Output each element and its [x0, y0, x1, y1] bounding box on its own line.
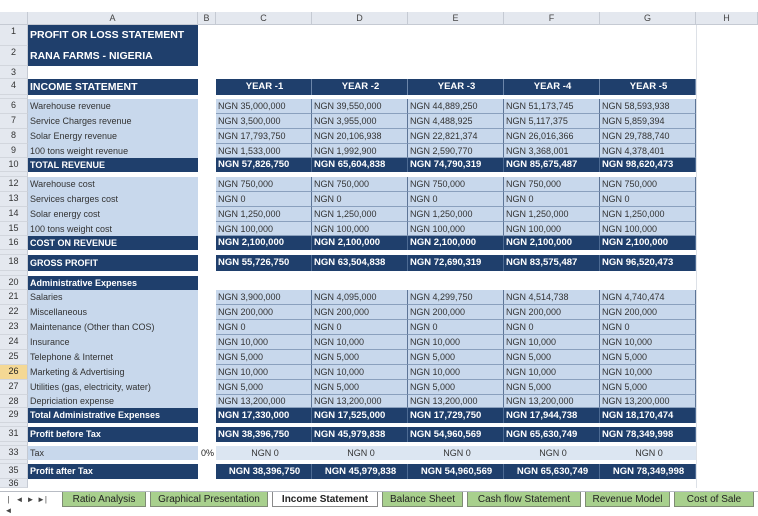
sheet-tab-ratio-analysis[interactable]: Ratio Analysis [62, 492, 146, 507]
row-label-21[interactable]: Salaries [28, 290, 198, 305]
value-cell[interactable]: NGN 10,000 [600, 335, 696, 350]
value-cell[interactable]: NGN 10,000 [312, 335, 408, 350]
row-header-23[interactable]: 23 [0, 320, 28, 335]
column-header-c[interactable]: C [216, 12, 312, 25]
row-header-14[interactable]: 14 [0, 207, 28, 222]
row-header-24[interactable]: 24 [0, 335, 28, 350]
column-header-h[interactable]: H [696, 12, 758, 25]
value-cell[interactable]: NGN 38,396,750 [216, 427, 312, 442]
value-cell[interactable]: NGN 200,000 [216, 305, 312, 320]
value-cell[interactable]: NGN 35,000,000 [216, 99, 312, 114]
row-label-29[interactable]: Total Administrative Expenses [28, 408, 198, 423]
column-header-d[interactable]: D [312, 12, 408, 25]
value-cell[interactable]: NGN 0 [408, 320, 504, 335]
value-cell[interactable]: NGN 5,000 [408, 350, 504, 365]
value-cell[interactable]: NGN 2,590,770 [408, 144, 504, 158]
row-label-12[interactable]: Warehouse cost [28, 177, 198, 192]
row-label-20[interactable]: Administrative Expenses [28, 276, 198, 290]
value-cell[interactable]: NGN 45,979,838 [312, 464, 408, 479]
row-header-35[interactable]: 35 [0, 464, 28, 479]
sheet-tab-revenue-model[interactable]: Revenue Model [585, 492, 670, 507]
row-header-26[interactable]: 26 [0, 365, 28, 380]
year-header-5[interactable]: YEAR -5 [600, 79, 696, 95]
value-cell[interactable]: NGN 0 [312, 446, 408, 460]
value-cell[interactable]: NGN 2,100,000 [600, 236, 696, 250]
value-cell[interactable]: NGN 72,690,319 [408, 255, 504, 271]
select-all-corner[interactable] [0, 12, 28, 25]
value-cell[interactable]: NGN 750,000 [312, 177, 408, 192]
value-cell[interactable]: NGN 22,821,374 [408, 129, 504, 144]
value-cell[interactable]: NGN 1,250,000 [600, 207, 696, 222]
value-cell[interactable]: NGN 1,250,000 [504, 207, 600, 222]
value-cell[interactable]: NGN 74,790,319 [408, 158, 504, 172]
row-header-10[interactable]: 10 [0, 158, 28, 172]
sheet-tab-cash-flow-statement[interactable]: Cash flow Statement [467, 492, 581, 507]
value-cell[interactable]: NGN 78,349,998 [600, 464, 696, 479]
year-header-4[interactable]: YEAR -4 [504, 79, 600, 95]
first-sheet-icon[interactable]: |◄ [4, 495, 13, 515]
value-cell[interactable]: NGN 1,992,900 [312, 144, 408, 158]
value-cell[interactable]: NGN 57,826,750 [216, 158, 312, 172]
value-cell[interactable]: NGN 0 [600, 320, 696, 335]
row-label-25[interactable]: Telephone & Internet [28, 350, 198, 365]
value-cell[interactable]: NGN 54,960,569 [408, 427, 504, 442]
row-header-16[interactable]: 16 [0, 236, 28, 250]
value-cell[interactable]: NGN 0 [216, 446, 312, 460]
value-cell[interactable]: NGN 100,000 [216, 222, 312, 236]
row-header-31[interactable]: 31 [0, 427, 28, 442]
value-cell[interactable]: NGN 5,000 [312, 380, 408, 395]
value-cell[interactable]: NGN 78,349,998 [600, 427, 696, 442]
value-cell[interactable]: NGN 65,630,749 [504, 464, 600, 479]
value-cell[interactable]: NGN 17,944,738 [504, 408, 600, 423]
row-header-36[interactable]: 36 [0, 479, 28, 488]
report-title[interactable]: PROFIT OR LOSS STATEMENT [28, 25, 198, 46]
value-cell[interactable]: NGN 39,550,000 [312, 99, 408, 114]
column-header-b[interactable]: B [198, 12, 216, 25]
value-cell[interactable]: NGN 13,200,000 [216, 395, 312, 408]
value-cell[interactable]: NGN 1,250,000 [408, 207, 504, 222]
value-cell[interactable]: NGN 750,000 [600, 177, 696, 192]
value-cell[interactable]: NGN 3,900,000 [216, 290, 312, 305]
year-header-2[interactable]: YEAR -2 [312, 79, 408, 95]
value-cell[interactable]: NGN 2,100,000 [408, 236, 504, 250]
value-cell[interactable]: NGN 200,000 [504, 305, 600, 320]
value-cell[interactable]: NGN 100,000 [312, 222, 408, 236]
company-name[interactable]: RANA FARMS - NIGERIA [28, 46, 198, 66]
value-cell[interactable]: NGN 5,000 [408, 380, 504, 395]
tax-rate-cell[interactable]: 0% [200, 448, 214, 458]
income-statement-header[interactable]: INCOME STATEMENT [28, 79, 198, 95]
last-sheet-icon[interactable]: ►| [37, 495, 47, 504]
row-header-9[interactable]: 9 [0, 144, 28, 158]
row-header-1[interactable]: 1 [0, 25, 28, 46]
row-header-15[interactable]: 15 [0, 222, 28, 236]
row-header-12[interactable]: 12 [0, 177, 28, 192]
row-header-7[interactable]: 7 [0, 114, 28, 129]
row-label-16[interactable]: COST ON REVENUE [28, 236, 198, 250]
value-cell[interactable]: NGN 10,000 [504, 365, 600, 380]
value-cell[interactable]: NGN 13,200,000 [504, 395, 600, 408]
value-cell[interactable]: NGN 4,378,401 [600, 144, 696, 158]
row-label-15[interactable]: 100 tons weight cost [28, 222, 198, 236]
row-label-35[interactable]: Profit after Tax [28, 464, 198, 479]
column-h-area[interactable] [696, 25, 758, 488]
row-label-22[interactable]: Miscellaneous [28, 305, 198, 320]
value-cell[interactable]: NGN 1,250,000 [216, 207, 312, 222]
value-cell[interactable]: NGN 5,000 [504, 350, 600, 365]
value-cell[interactable]: NGN 100,000 [600, 222, 696, 236]
value-cell[interactable]: NGN 13,200,000 [600, 395, 696, 408]
value-cell[interactable]: NGN 0 [600, 192, 696, 207]
row-label-26[interactable]: Marketing & Advertising [28, 365, 198, 380]
value-cell[interactable]: NGN 10,000 [312, 365, 408, 380]
value-cell[interactable]: NGN 0 [216, 192, 312, 207]
value-cell[interactable]: NGN 54,960,569 [408, 464, 504, 479]
value-cell[interactable]: NGN 100,000 [504, 222, 600, 236]
row-header-25[interactable]: 25 [0, 350, 28, 365]
sheet-tab-cost-of-sale[interactable]: Cost of Sale [674, 492, 754, 507]
value-cell[interactable]: NGN 0 [504, 192, 600, 207]
value-cell[interactable]: NGN 5,000 [216, 350, 312, 365]
row-header-20[interactable]: 20 [0, 276, 28, 290]
row-header-27[interactable]: 27 [0, 380, 28, 395]
value-cell[interactable]: NGN 0 [504, 446, 600, 460]
value-cell[interactable]: NGN 26,016,366 [504, 129, 600, 144]
value-cell[interactable]: NGN 0 [216, 320, 312, 335]
row-label-13[interactable]: Services charges cost [28, 192, 198, 207]
row-header-2[interactable]: 2 [0, 46, 28, 66]
row-header-22[interactable]: 22 [0, 305, 28, 320]
value-cell[interactable]: NGN 2,100,000 [312, 236, 408, 250]
row-header-13[interactable]: 13 [0, 192, 28, 207]
value-cell[interactable]: NGN 3,368,001 [504, 144, 600, 158]
row-header-6[interactable]: 6 [0, 99, 28, 114]
value-cell[interactable]: NGN 5,117,375 [504, 114, 600, 129]
row-label-6[interactable]: Warehouse revenue [28, 99, 198, 114]
value-cell[interactable]: NGN 4,514,738 [504, 290, 600, 305]
sheet-tab-bar [0, 491, 758, 515]
value-cell[interactable]: NGN 0 [312, 192, 408, 207]
row-label-7[interactable]: Service Charges revenue [28, 114, 198, 129]
value-cell[interactable]: NGN 98,620,473 [600, 158, 696, 172]
row-header-3[interactable]: 3 [0, 66, 28, 79]
row-label-28[interactable]: Depriciation expense [28, 395, 198, 408]
row-header-8[interactable]: 8 [0, 129, 28, 144]
value-cell[interactable]: NGN 1,250,000 [312, 207, 408, 222]
value-cell[interactable]: NGN 29,788,740 [600, 129, 696, 144]
row-label-10[interactable]: TOTAL REVENUE [28, 158, 198, 172]
row-label-9[interactable]: 100 tons weight revenue [28, 144, 198, 158]
value-cell[interactable]: NGN 5,000 [600, 380, 696, 395]
value-cell[interactable]: NGN 1,533,000 [216, 144, 312, 158]
value-cell[interactable]: NGN 51,173,745 [504, 99, 600, 114]
value-cell[interactable]: NGN 750,000 [216, 177, 312, 192]
row-header-4[interactable]: 4 [0, 79, 28, 95]
row-label-27[interactable]: Utilities (gas, electricity, water) [28, 380, 198, 395]
value-cell[interactable]: NGN 200,000 [312, 305, 408, 320]
value-cell[interactable]: NGN 20,106,938 [312, 129, 408, 144]
sheet-tab-balance-sheet[interactable]: Balance Sheet [382, 492, 463, 507]
row-header-33[interactable]: 33 [0, 446, 28, 460]
value-cell[interactable]: NGN 100,000 [408, 222, 504, 236]
value-cell[interactable]: NGN 5,000 [504, 380, 600, 395]
value-cell[interactable]: NGN 3,500,000 [216, 114, 312, 129]
value-cell[interactable]: NGN 3,955,000 [312, 114, 408, 129]
value-cell[interactable]: NGN 65,604,838 [312, 158, 408, 172]
value-cell[interactable]: NGN 55,726,750 [216, 255, 312, 271]
value-cell[interactable]: NGN 17,330,000 [216, 408, 312, 423]
value-cell[interactable]: NGN 5,000 [216, 380, 312, 395]
value-cell[interactable]: NGN 58,593,938 [600, 99, 696, 114]
value-cell[interactable]: NGN 4,740,474 [600, 290, 696, 305]
value-cell[interactable]: NGN 750,000 [408, 177, 504, 192]
value-cell[interactable]: NGN 65,630,749 [504, 427, 600, 442]
prev-sheet-icon[interactable]: ◄ [15, 495, 24, 504]
value-cell[interactable]: NGN 96,520,473 [600, 255, 696, 271]
value-cell[interactable]: NGN 10,000 [408, 335, 504, 350]
value-cell[interactable]: NGN 0 [600, 446, 696, 460]
value-cell[interactable]: NGN 10,000 [504, 335, 600, 350]
value-cell[interactable]: NGN 10,000 [216, 335, 312, 350]
value-cell[interactable]: NGN 2,100,000 [504, 236, 600, 250]
value-cell[interactable]: NGN 13,200,000 [312, 395, 408, 408]
row-label-23[interactable]: Maintenance (Other than COS) [28, 320, 198, 335]
value-cell[interactable]: NGN 200,000 [408, 305, 504, 320]
value-cell[interactable]: NGN 45,979,838 [312, 427, 408, 442]
value-cell[interactable]: NGN 4,299,750 [408, 290, 504, 305]
value-cell[interactable]: NGN 10,000 [600, 365, 696, 380]
value-cell[interactable]: NGN 13,200,000 [408, 395, 504, 408]
row-header-18[interactable]: 18 [0, 255, 28, 271]
value-cell[interactable]: NGN 17,793,750 [216, 129, 312, 144]
row-label-8[interactable]: Solar Energy revenue [28, 129, 198, 144]
sheet-tab-income-statement[interactable]: Income Statement [272, 492, 378, 507]
value-cell[interactable]: NGN 18,170,474 [600, 408, 696, 423]
row-header-28[interactable]: 28 [0, 395, 28, 408]
column-header-f[interactable]: F [504, 12, 600, 25]
column-header-g[interactable]: G [600, 12, 696, 25]
value-cell[interactable]: NGN 10,000 [408, 365, 504, 380]
value-cell[interactable]: NGN 5,000 [600, 350, 696, 365]
value-cell[interactable]: NGN 17,729,750 [408, 408, 504, 423]
row-label-14[interactable]: Solar energy cost [28, 207, 198, 222]
value-cell[interactable]: NGN 0 [312, 320, 408, 335]
value-cell[interactable]: NGN 0 [408, 192, 504, 207]
column-header-e[interactable]: E [408, 12, 504, 25]
year-header-1[interactable]: YEAR -1 [216, 79, 312, 95]
row-label-18[interactable]: GROSS PROFIT [28, 255, 198, 271]
row-label-31[interactable]: Profit before Tax [28, 427, 198, 442]
value-cell[interactable]: NGN 5,859,394 [600, 114, 696, 129]
value-cell[interactable]: NGN 17,525,000 [312, 408, 408, 423]
row-label-24[interactable]: Insurance [28, 335, 198, 350]
column-header-a[interactable]: A [28, 12, 198, 25]
value-cell[interactable]: NGN 2,100,000 [216, 236, 312, 250]
value-cell[interactable]: NGN 10,000 [216, 365, 312, 380]
sheet-tab-graphical-presentation[interactable]: Graphical Presentation [150, 492, 268, 507]
value-cell[interactable]: NGN 63,504,838 [312, 255, 408, 271]
value-cell[interactable]: NGN 0 [504, 320, 600, 335]
row-label-33[interactable]: Tax [28, 446, 198, 460]
value-cell[interactable]: NGN 5,000 [312, 350, 408, 365]
value-cell[interactable]: NGN 4,095,000 [312, 290, 408, 305]
value-cell[interactable]: NGN 85,675,487 [504, 158, 600, 172]
next-sheet-icon[interactable]: ► [26, 495, 35, 504]
value-cell[interactable]: NGN 750,000 [504, 177, 600, 192]
value-cell[interactable]: NGN 0 [408, 446, 504, 460]
row-header-29[interactable]: 29 [0, 408, 28, 423]
value-cell[interactable]: NGN 200,000 [600, 305, 696, 320]
value-cell[interactable]: NGN 4,488,925 [408, 114, 504, 129]
year-header-3[interactable]: YEAR -3 [408, 79, 504, 95]
value-cell[interactable]: NGN 44,889,250 [408, 99, 504, 114]
value-cell[interactable]: NGN 38,396,750 [216, 464, 312, 479]
value-cell[interactable]: NGN 83,575,487 [504, 255, 600, 271]
row-header-21[interactable]: 21 [0, 290, 28, 305]
